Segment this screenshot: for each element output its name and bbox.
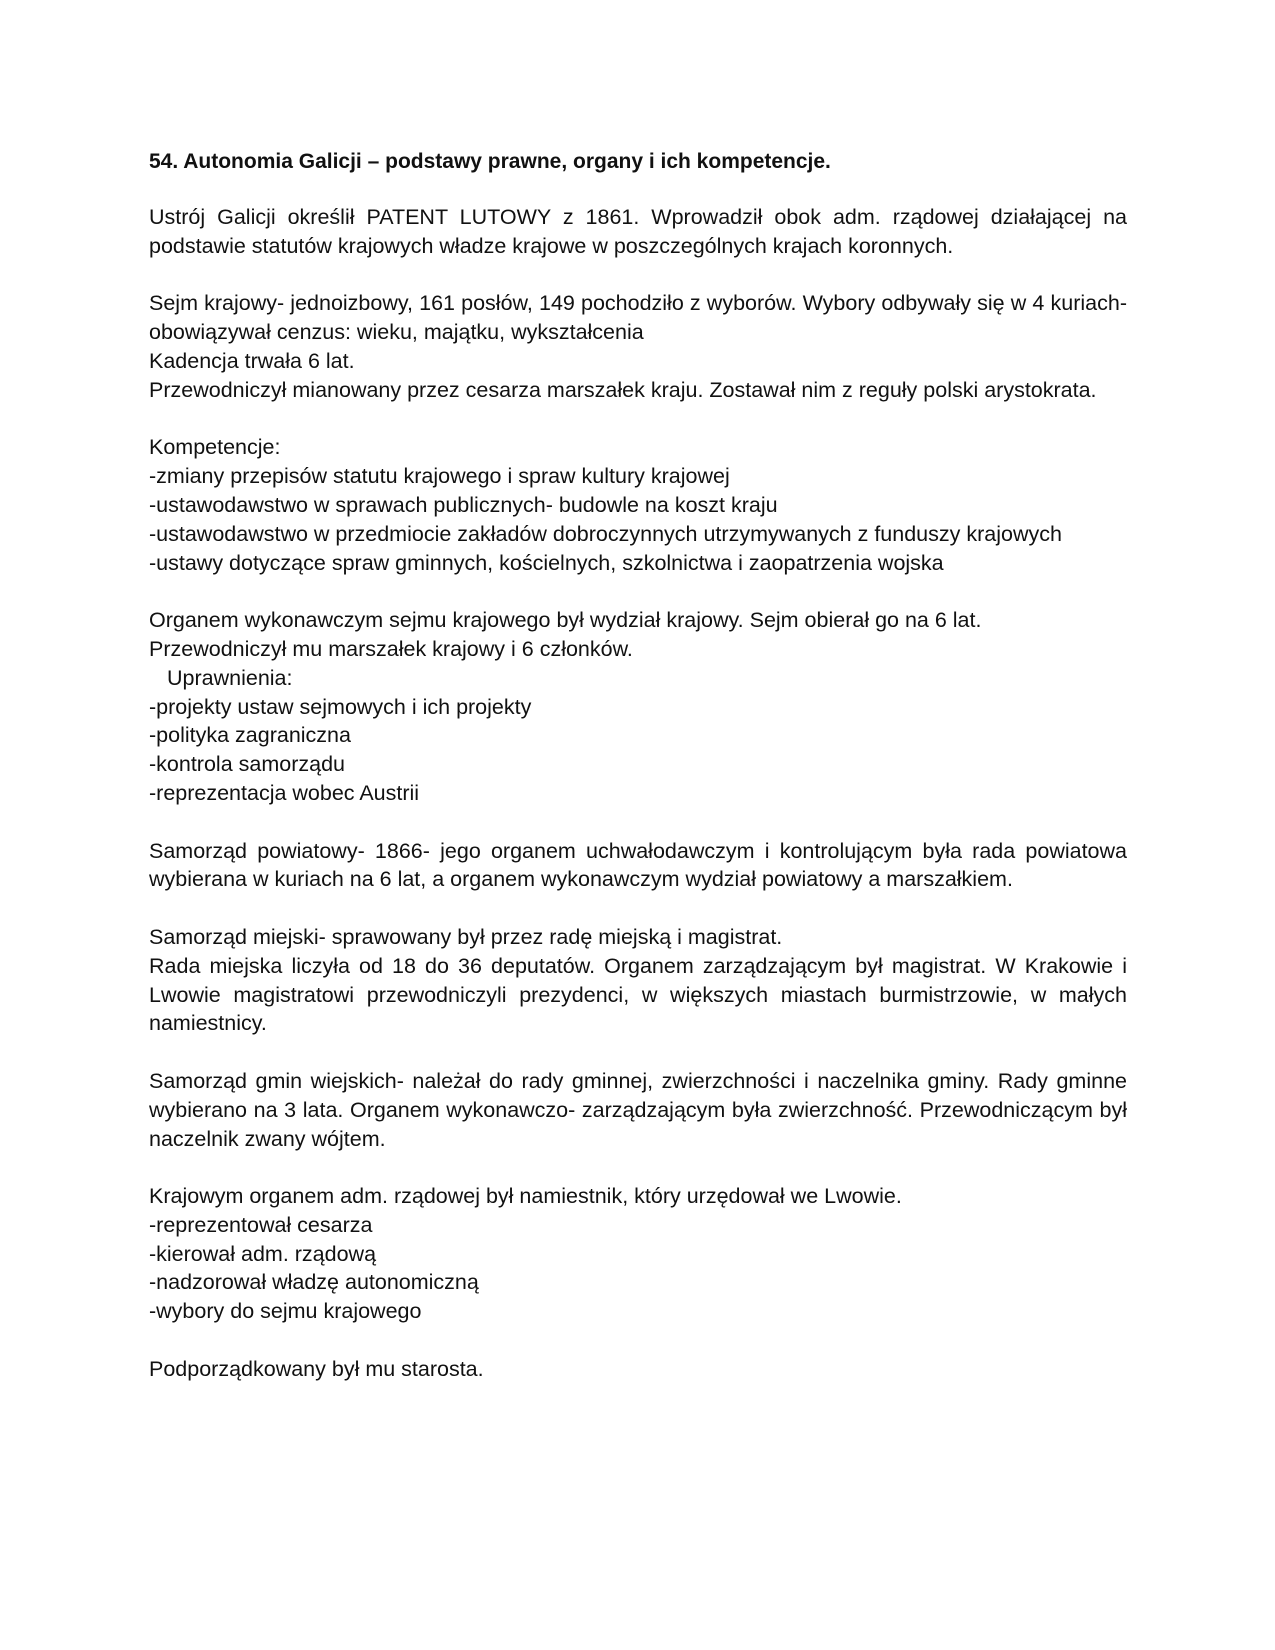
section-sejm	[149, 289, 1127, 404]
section-namiestnik	[149, 1182, 1127, 1326]
paragraph-samorzad-powiatowy: Samorząd powiatowy- 1866- jego organem uchwałodawczym i kontrolującym była rada powiatowa wybierana w kuriach na 6 lat, a organem wykonawczym wydział powiatowy a marszałkiem.	[149, 838, 1127, 892]
list-item: -kontrola samorządu	[149, 752, 345, 777]
list-item: -polityka zagraniczna	[149, 723, 351, 748]
uprawnienia-heading: Uprawnienia:	[167, 665, 293, 690]
wydzial-przewodniczacy: Przewodniczył mu marszałek krajowy i 6 członków.	[149, 636, 633, 661]
paragraph-patent-lutowy: Ustrój Galicji określił PATENT LUTOWY z 1861. Wprowadził obok adm. rządowej działającej na podstawie statutów krajowych władze krajowe w poszczególnych krajach koronnych.	[149, 205, 1127, 258]
sejm-paragraph: Sejm krajowy- jednoizbowy, 161 posłów, 149 pochodziło z wyborów. Wybory odbywały się w 4 kuriach- obowiązywał cenzus: wieku, majątku, wykształcenia	[149, 291, 1127, 345]
list-item: -reprezentacja wobec Austrii	[149, 780, 420, 805]
wydzial-paragraph: Organem wykonawczym sejmu krajowego był wydział krajowy. Sejm obierał go na 6 lat.	[149, 608, 982, 633]
list-item: -nadzorował władzę autonomiczną	[149, 1270, 479, 1295]
list-item: -zmiany przepisów statutu krajowego i spraw kultury krajowej	[149, 464, 730, 489]
document-title: 54. Autonomia Galicji – podstawy prawne, organy i ich kompetencje.	[149, 150, 831, 173]
list-item: -projekty ustaw sejmowych i ich projekty	[149, 694, 532, 719]
list-item: -ustawodawstwo w sprawach publicznych- budowle na koszt kraju	[149, 492, 778, 517]
miejski-intro: Samorząd miejski- sprawowany był przez radę miejską i magistrat.	[149, 924, 783, 949]
section-samorzad-miejski	[149, 923, 1127, 1038]
list-item: -ustawodawstwo w przedmiocie zakładów dobroczynnych utrzymywanych z funduszy krajowych	[149, 521, 1062, 546]
paragraph-samorzad-gmin: Samorząd gmin wiejskich- należał do rady gminnej, zwierzchności i naczelnika gminy. Rady gminne wybierano na 3 lata. Organem wykonawczo- zarządzającym była zwierzchność. Przewodniczącym był naczelnik zwany wójtem.	[149, 1068, 1127, 1151]
list-item: -reprezentował cesarza	[149, 1212, 373, 1237]
sejm-kadencja: Kadencja trwała 6 lat.	[149, 348, 355, 373]
namiestnik-paragraph: Krajowym organem adm. rządowej był namiestnik, który urzędował we Lwowie.	[149, 1184, 902, 1209]
miejski-rada: Rada miejska liczyła od 18 do 36 deputatów. Organem zarządzającym był magistrat. W Krakowie i Lwowie magistratowi przewodniczyli prezydenci, w większych miastach burmistrzowie, w małych namiestnicy.	[149, 953, 1127, 1036]
section-wydzial-krajowy	[149, 606, 1127, 808]
list-item: -ustawy dotyczące spraw gminnych, kościelnych, szkolnictwa i zaopatrzenia wojska	[149, 550, 944, 575]
list-item: -kierował adm. rządową	[149, 1241, 377, 1266]
document-page	[149, 148, 1127, 1412]
kompetencje-heading: Kompetencje:	[149, 435, 281, 460]
paragraph-starosta: Podporządkowany był mu starosta.	[149, 1356, 484, 1381]
sejm-przewodniczacy: Przewodniczył mianowany przez cesarza marszałek kraju. Zostawał nim z reguły polski arystokrata.	[149, 377, 1097, 402]
list-item: -wybory do sejmu krajowego	[149, 1299, 422, 1324]
section-kompetencje	[149, 433, 1127, 577]
